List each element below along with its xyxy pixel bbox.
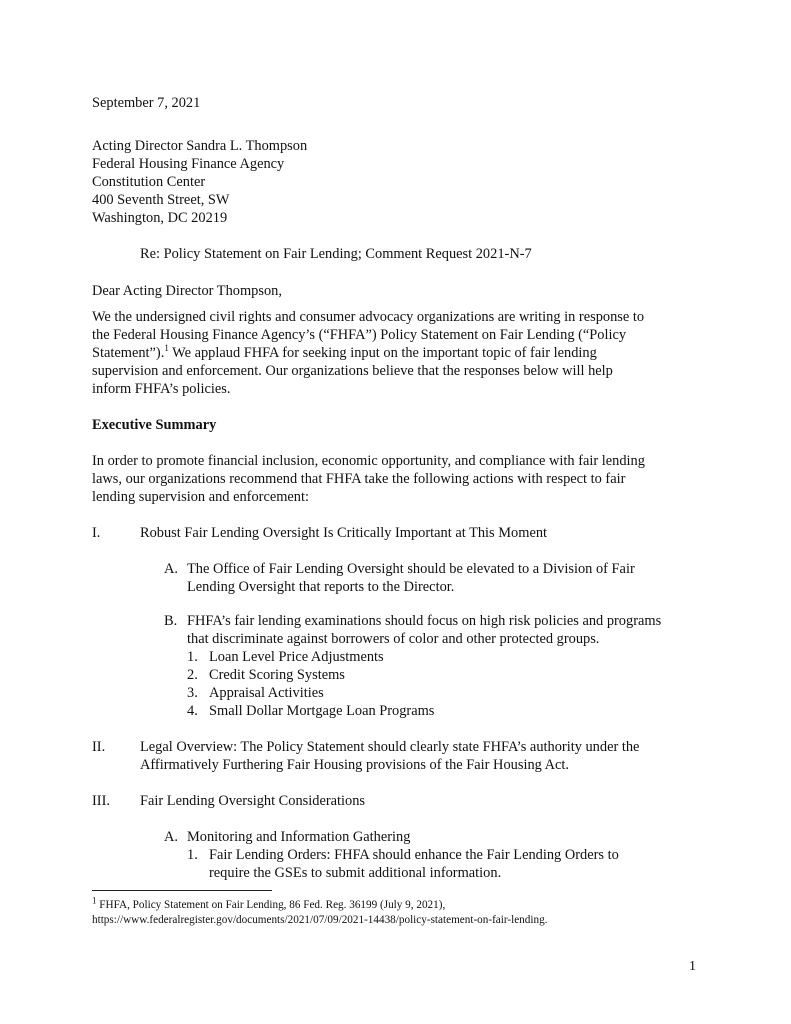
list-item-text: Small Dollar Mortgage Loan Programs — [209, 703, 435, 719]
section-1-number: I. — [92, 525, 101, 541]
section-2-line: Affirmatively Furthering Fair Housing provisions of the Fair Housing Act. — [140, 757, 570, 773]
list-item — [187, 702, 707, 720]
section-1b-number: B. — [164, 613, 178, 629]
exec-line: lending supervision and enforcement: — [92, 489, 309, 505]
intro-line: inform FHFA’s policies. — [92, 381, 231, 397]
salutation-text: Dear Acting Director Thompson, — [92, 283, 282, 299]
list-item — [187, 846, 707, 864]
re-line-text: Re: Policy Statement on Fair Lending; Comment Request 2021-N-7 — [140, 246, 532, 262]
footnote-text: FHFA, Policy Statement on Fair Lending, 86 Fed. Reg. 36199 (July 9, 2021), — [96, 899, 446, 911]
section-1-title: Robust Fair Lending Oversight Is Critically Important at This Moment — [140, 525, 548, 541]
list-item-number: 1. — [187, 847, 198, 863]
executive-summary-heading — [92, 416, 722, 434]
salutation — [92, 282, 722, 300]
re-line — [140, 245, 770, 263]
list-item — [187, 666, 707, 684]
intro-line-end: We applaud FHFA for seeking input on the important topic of fair lending — [168, 345, 597, 361]
address-line: Constitution Center — [92, 174, 206, 190]
address-line: Federal Housing Finance Agency — [92, 156, 285, 172]
date-text: September 7, 2021 — [92, 95, 201, 111]
intro-paragraph — [92, 308, 722, 398]
footnote-link[interactable]: https://www.federalregister.gov/documents/2021/07/09/2021-14438/policy-statement-on-fair-lending. — [92, 914, 548, 926]
footnote-reference[interactable]: 1 — [164, 343, 169, 354]
address-line: Washington, DC 20219 — [92, 210, 228, 226]
letter-date — [92, 94, 722, 112]
section-1a-text — [187, 560, 707, 596]
section-1b-line: FHFA’s fair lending examinations should focus on high risk policies and programs — [187, 613, 662, 629]
exec-line: In order to promote financial inclusion, economic opportunity, and compliance with fair lending — [92, 453, 645, 469]
section-1a-line: The Office of Fair Lending Oversight should be elevated to a Division of Fair — [187, 561, 635, 577]
section-2-text — [140, 738, 720, 774]
list-item — [187, 648, 707, 666]
exec-line: laws, our organizations recommend that FHFA take the following actions with respect to fair — [92, 471, 626, 487]
page-number: 1 — [689, 959, 696, 974]
section-2-number: II. — [92, 739, 106, 755]
address-line: Acting Director Sandra L. Thompson — [92, 138, 308, 154]
list-item-number: 2. — [187, 667, 198, 683]
list-item-continuation — [187, 864, 707, 882]
section-1b-text — [187, 612, 707, 648]
section-3a-number: A. — [164, 829, 178, 845]
footnote-divider — [92, 890, 272, 891]
executive-summary-paragraph — [92, 452, 722, 506]
footnote-number: 1 — [92, 895, 97, 906]
list-item-text: Fair Lending Orders: FHFA should enhance the Fair Lending Orders to — [209, 847, 619, 863]
list-item-text: Appraisal Activities — [209, 685, 324, 701]
intro-line: supervision and enforcement. Our organizations believe that the responses below will help — [92, 363, 613, 379]
footnote — [92, 895, 712, 928]
intro-line-start: Statement”). — [92, 345, 165, 361]
section-1b-list — [187, 648, 707, 720]
section-1a-line: Lending Oversight that reports to the Director. — [187, 579, 455, 595]
heading-text: Executive Summary — [92, 417, 217, 433]
intro-line: the Federal Housing Finance Agency’s (“FHFA”) Policy Statement on Fair Lending (“Policy — [92, 327, 627, 343]
list-item-text: Loan Level Price Adjustments — [209, 649, 384, 665]
section-3-title: Fair Lending Oversight Considerations — [140, 793, 366, 809]
section-3a-text: Monitoring and Information Gathering — [187, 829, 411, 845]
list-item-number: 3. — [187, 685, 198, 701]
list-item-text: require the GSEs to submit additional information. — [209, 865, 502, 881]
section-3a-list — [187, 846, 707, 882]
section-1a-number: A. — [164, 561, 178, 577]
intro-line: We the undersigned civil rights and consumer advocacy organizations are writing in response to — [92, 309, 645, 325]
section-3-number: III. — [92, 793, 110, 809]
recipient-address — [92, 137, 722, 227]
list-item-text: Credit Scoring Systems — [209, 667, 345, 683]
list-item-number: 4. — [187, 703, 198, 719]
footnote-line — [92, 895, 712, 913]
list-item — [187, 684, 707, 702]
address-line: 400 Seventh Street, SW — [92, 192, 230, 208]
intro-line — [92, 344, 722, 362]
section-2-line: Legal Overview: The Policy Statement should clearly state FHFA’s authority under the — [140, 739, 640, 755]
list-item-number: 1. — [187, 649, 198, 665]
section-1b-line: that discriminate against borrowers of color and other protected groups. — [187, 631, 600, 647]
